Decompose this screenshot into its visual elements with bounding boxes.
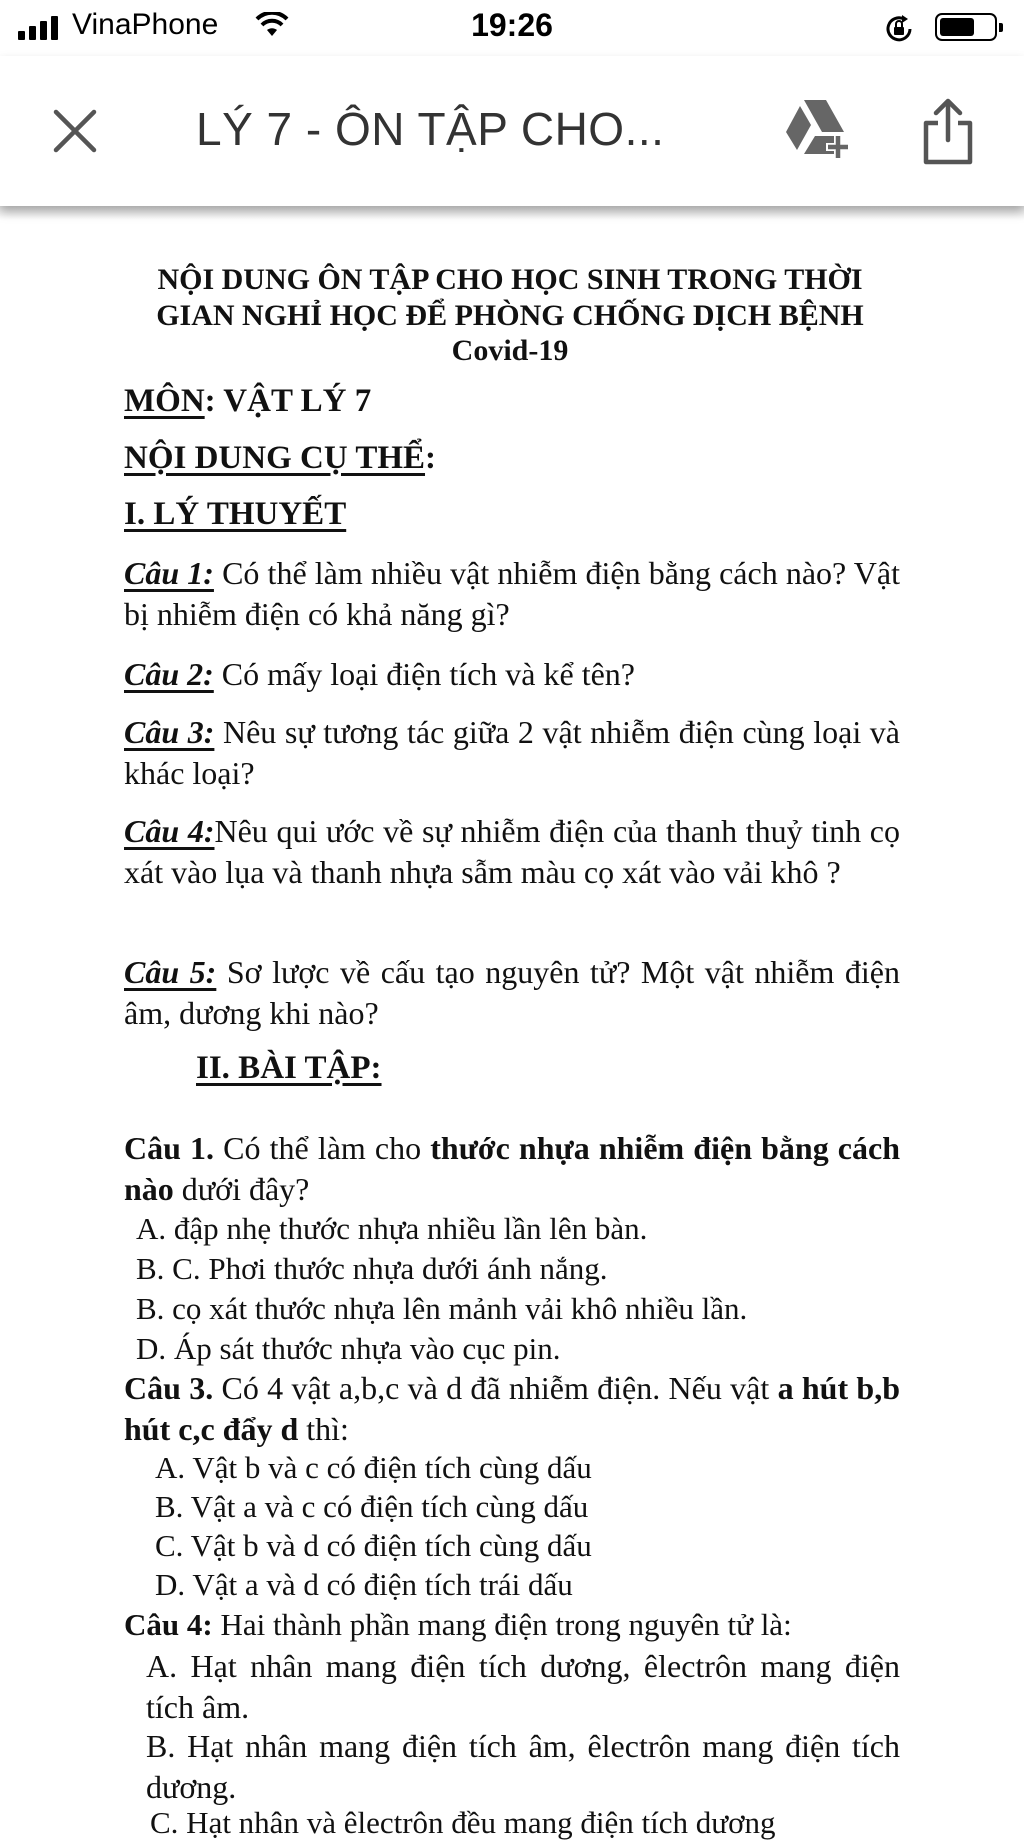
content-label: NỘI DUNG CỤ THỂ (124, 440, 426, 476)
question-label: Câu 1: (124, 555, 214, 591)
document-title: LÝ 7 - ÔN TẬP CHO... (196, 103, 665, 155)
add-to-drive-icon[interactable] (782, 96, 852, 162)
question-emphasis: thước nhựa nhiễm điện bằng cách nào (124, 1130, 901, 1207)
content-heading (124, 440, 436, 477)
q4-option-a: A. Hạt nhân mang điện tích dương, êlectrôn mang điện tích âm. (146, 1648, 900, 1725)
q3-option-b: B. Vật a và c có điện tích cùng dấu (155, 1489, 589, 1524)
doc-heading-line-3: Covid-19 (451, 334, 569, 367)
status-time: 19:26 (471, 7, 553, 43)
toolbar-shadow (0, 206, 1024, 220)
q3-option-c: C. Vật b và d có điện tích cùng dấu (155, 1528, 592, 1563)
viewer-toolbar (0, 56, 1024, 206)
subject-value: : VẬT LÝ 7 (204, 383, 372, 419)
question-label: Câu 1. (124, 1130, 215, 1166)
question-text: Sơ lược về cấu tạo nguyên tử? Một vật nhiễm điện âm, dương khi nào? (124, 954, 901, 1031)
question-text: Nêu sự tương tác giữa 2 vật nhiễm điện cùng loại và khác loại? (124, 714, 901, 791)
question-text: Có mấy loại điện tích và kể tên? (213, 656, 635, 692)
exercise-question-1 (124, 1128, 900, 1210)
question-text: Có 4 vật a,b,c và d đã nhiễm điện. Nếu vật (213, 1370, 778, 1406)
section-exercises: II. BÀI TẬP: (196, 1050, 382, 1086)
question-text: Hai thành phần mang điện trong nguyên tử là: (212, 1607, 792, 1642)
q4-option-c: C. Hạt nhân và êlectrôn đều mang điện tích dương (150, 1805, 776, 1840)
document-page (0, 220, 1024, 1840)
question-text: Có thể làm nhiều vật nhiễm điện bằng cách nào? Vật bị nhiễm điện có khả năng gì? (124, 555, 901, 632)
theory-question-1 (124, 553, 900, 635)
q3-option-a: A. Vật b và c có điện tích cùng dấu (155, 1450, 592, 1485)
theory-question-4 (124, 811, 900, 893)
question-text: Có thể làm cho (214, 1130, 431, 1166)
exercise-question-4 (124, 1606, 792, 1644)
question-label: Câu 3: (124, 714, 215, 750)
close-icon[interactable] (50, 106, 100, 156)
question-label: Câu 4: (124, 813, 215, 849)
theory-question-5 (124, 952, 900, 1034)
question-label: Câu 2: (124, 656, 214, 692)
subject-line (124, 383, 371, 420)
question-label: Câu 5: (124, 954, 217, 990)
q1-option-d: D. Áp sát thước nhựa vào cục pin. (136, 1331, 561, 1366)
question-text: thì: (298, 1411, 349, 1447)
theory-question-2 (124, 654, 900, 695)
q1-option-b1: B. C. Phơi thước nhựa dưới ánh nắng. (136, 1251, 608, 1286)
doc-heading-line-1: NỘI DUNG ÔN TẬP CHO HỌC SINH TRONG THỜI (157, 263, 863, 296)
question-text: Nêu qui ước về sự nhiễm điện của thanh thuỷ tinh cọ xát vào lụa và thanh nhựa sẫm màu cọ xát vào vải khô ? (124, 813, 901, 890)
subject-label: MÔN (124, 383, 205, 419)
section-theory: I. LÝ THUYẾT (124, 496, 347, 532)
carrier-name: VinaPhone (72, 8, 219, 41)
q1-option-b2: B. cọ xát thước nhựa lên mảnh vải khô nhiều lần. (136, 1291, 748, 1326)
q1-option-a: A. đập nhẹ thước nhựa nhiều lần lên bàn. (136, 1211, 648, 1246)
q3-option-d: D. Vật a và d có điện tích trái dấu (155, 1567, 573, 1602)
content-colon: : (425, 440, 437, 476)
question-text: dưới đây? (173, 1171, 310, 1207)
exercise-question-3 (124, 1368, 900, 1450)
doc-heading-line-2: GIAN NGHỈ HỌC ĐỂ PHÒNG CHỐNG DỊCH BỆNH (156, 299, 864, 332)
theory-question-3 (124, 712, 900, 794)
question-label: Câu 4: (124, 1607, 213, 1642)
share-icon[interactable] (918, 96, 978, 166)
question-emphasis: a hút b,b hút c,c đẩy d (124, 1370, 901, 1447)
question-label: Câu 3. (124, 1370, 214, 1406)
battery-icon (935, 13, 997, 41)
status-bar (0, 0, 1024, 56)
rotation-lock-icon (884, 14, 914, 44)
q4-option-b: B. Hạt nhân mang điện tích âm, êlectrôn mang điện tích dương. (146, 1728, 900, 1805)
